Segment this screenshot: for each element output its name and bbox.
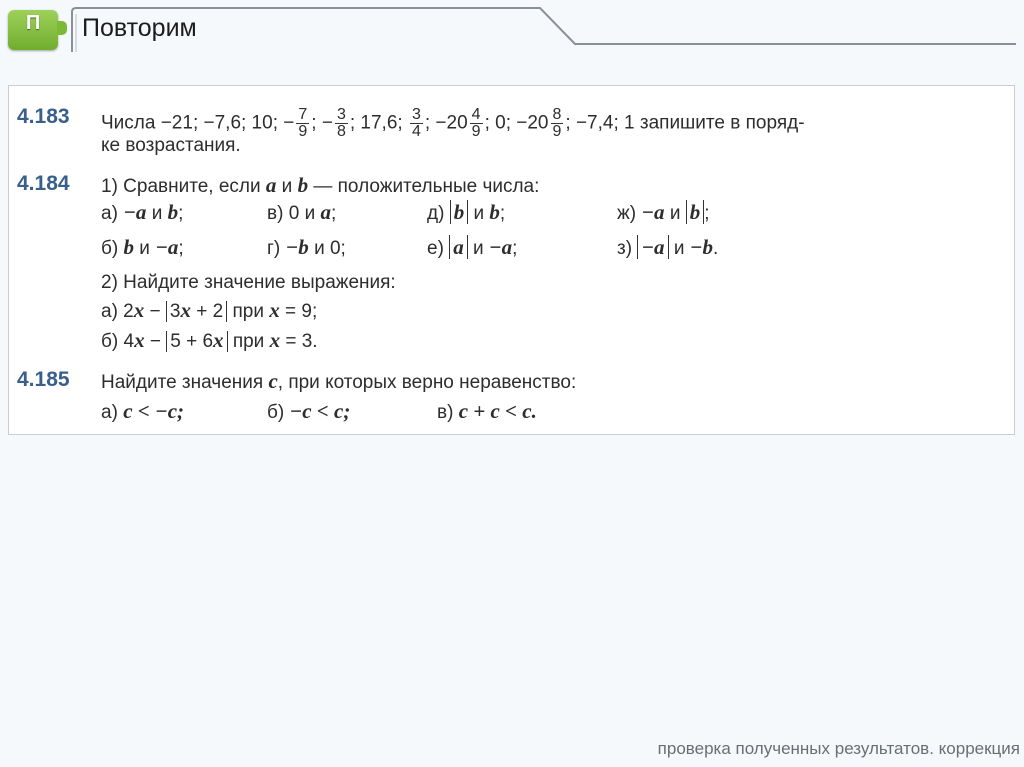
expr: −a [641, 200, 665, 224]
minus: − [149, 331, 161, 352]
expr: −a [488, 235, 513, 259]
var-a: a [265, 173, 277, 197]
var-x: x [180, 298, 191, 322]
var-b: b [297, 173, 309, 197]
p183-f2-sign: − [321, 112, 333, 134]
abs-expr: b [686, 200, 705, 224]
conj: и [472, 238, 484, 259]
fraction-numerator: 3 [411, 106, 421, 123]
section-badge [8, 10, 58, 50]
value: = 3. [285, 331, 318, 352]
conj: и [673, 238, 685, 259]
var-c: c [268, 369, 278, 393]
p183-f1-sign: − [283, 112, 295, 134]
expression-a [101, 299, 317, 323]
fraction-3-8 [335, 107, 348, 140]
expr: −a [155, 235, 179, 259]
fraction-3-4 [410, 107, 423, 140]
expr: a [320, 200, 331, 224]
punct: ; [704, 203, 710, 224]
punct: ; [178, 238, 184, 259]
item-label: а) [101, 203, 118, 224]
fraction-numerator: 8 [552, 106, 562, 123]
minus: − [149, 301, 161, 322]
var-x: x [134, 328, 145, 352]
punct: ; [512, 238, 518, 259]
var-x: x [133, 298, 145, 322]
problem-4183-line2: ке возрастания. [101, 135, 241, 156]
problem-4185-question [101, 370, 576, 394]
item-label: в) [267, 203, 284, 224]
conj: и [473, 203, 485, 224]
punct: ; [499, 203, 506, 224]
inequality: c + c < c. [458, 399, 537, 423]
item-label: в) [437, 402, 454, 423]
badge-letter: П [25, 12, 41, 34]
problem-number-4185: 4.185 [17, 368, 70, 391]
item-label: ж) [617, 203, 637, 224]
q-text: Найдите значения [101, 372, 264, 393]
item-label: д) [427, 203, 445, 224]
fraction-numerator: 7 [298, 106, 308, 123]
item-a [101, 201, 183, 225]
conj: и [281, 176, 293, 197]
footer-caption: проверка полученных результатов. коррекция [657, 739, 1020, 758]
conj: и [139, 238, 150, 259]
mixed-number-whole: ; −20 [424, 112, 468, 134]
fraction-denominator: 9 [298, 123, 308, 140]
var-x: x [213, 328, 224, 352]
inequality-v [437, 400, 537, 424]
exercise-panel [8, 85, 1015, 435]
item-b [101, 236, 184, 260]
item-d [427, 201, 505, 225]
inequality-a [101, 400, 184, 424]
p183-mid1: ; 17,6; [349, 112, 403, 134]
q1-text: 1) Сравните, если [101, 176, 261, 197]
problem-number-4183: 4.183 [17, 105, 70, 128]
inequality: c < −c; [123, 399, 185, 423]
problem-number-4184: 4.184 [17, 172, 70, 195]
p183-tail: ; −7,4; 1 запишите в поряд- [565, 112, 805, 134]
expr: −b [689, 235, 713, 259]
var-x: x [269, 328, 281, 352]
page-title: Повторим [82, 14, 197, 42]
q-tail: , при которых верно неравенство: [277, 372, 577, 393]
expr: b [123, 235, 134, 259]
item-zh [617, 201, 710, 225]
p183-mid2: ; 0; −20 [484, 112, 549, 134]
expr: 0 [288, 203, 300, 224]
expr-label: а) 2 [101, 301, 134, 322]
punct: ; [340, 238, 346, 259]
item-label: з) [617, 238, 633, 259]
item-v [267, 201, 336, 225]
abs-expr: b [450, 200, 469, 224]
conj: и [314, 238, 325, 259]
item-label: б) [101, 238, 119, 259]
expression-b [101, 329, 318, 353]
item-e [427, 236, 517, 260]
item-label: б) [267, 402, 285, 423]
expr: b [167, 200, 179, 224]
item-label: а) [101, 402, 118, 423]
fraction-denominator: 9 [552, 123, 562, 140]
fraction-8-9 [551, 107, 564, 140]
q1-tail: — положительные числа: [313, 176, 540, 197]
fraction-denominator: 8 [336, 123, 346, 140]
expr: −a [123, 200, 147, 224]
abs-expr [166, 328, 227, 352]
item-label: е) [427, 238, 444, 259]
fraction-4-9 [470, 107, 483, 140]
problem-4184-q1 [101, 174, 539, 198]
punct: ; [178, 203, 184, 224]
abs-expr: −a [637, 235, 668, 259]
conj: и [151, 203, 163, 224]
expr-label: б) 4 [101, 331, 135, 352]
fraction-denominator: 4 [411, 123, 421, 140]
var-x: x [269, 298, 280, 322]
abs-expr [166, 298, 227, 322]
fraction-7-9 [296, 107, 309, 140]
conj: и [304, 203, 316, 224]
fraction-numerator: 3 [336, 106, 346, 123]
separator: ; [311, 112, 317, 134]
badge-puzzle-tab [57, 21, 67, 35]
item-label: г) [267, 238, 281, 259]
at-word: при [232, 301, 264, 322]
value: = 9; [285, 301, 318, 322]
expr: b [489, 200, 500, 224]
term: 3 [169, 301, 181, 322]
conj: и [669, 203, 681, 224]
term: + 2 [191, 301, 224, 322]
item-g [267, 236, 346, 260]
inequality: −c < c; [289, 399, 351, 423]
fraction-numerator: 4 [471, 106, 481, 123]
problem-4184-q2: 2) Найдите значение выражения: [101, 272, 396, 293]
item-z [617, 236, 718, 260]
term: 5 + 6 [170, 331, 214, 352]
punct: ; [330, 203, 337, 224]
abs-expr: a [449, 235, 468, 259]
expr: 0 [329, 238, 341, 259]
at-word: при [232, 331, 265, 352]
p183-intro: Числа −21; −7,6; 10; [101, 112, 278, 134]
fraction-denominator: 9 [471, 123, 481, 140]
punct: . [712, 238, 719, 259]
expr: −b [285, 235, 309, 259]
inequality-b [267, 400, 350, 424]
